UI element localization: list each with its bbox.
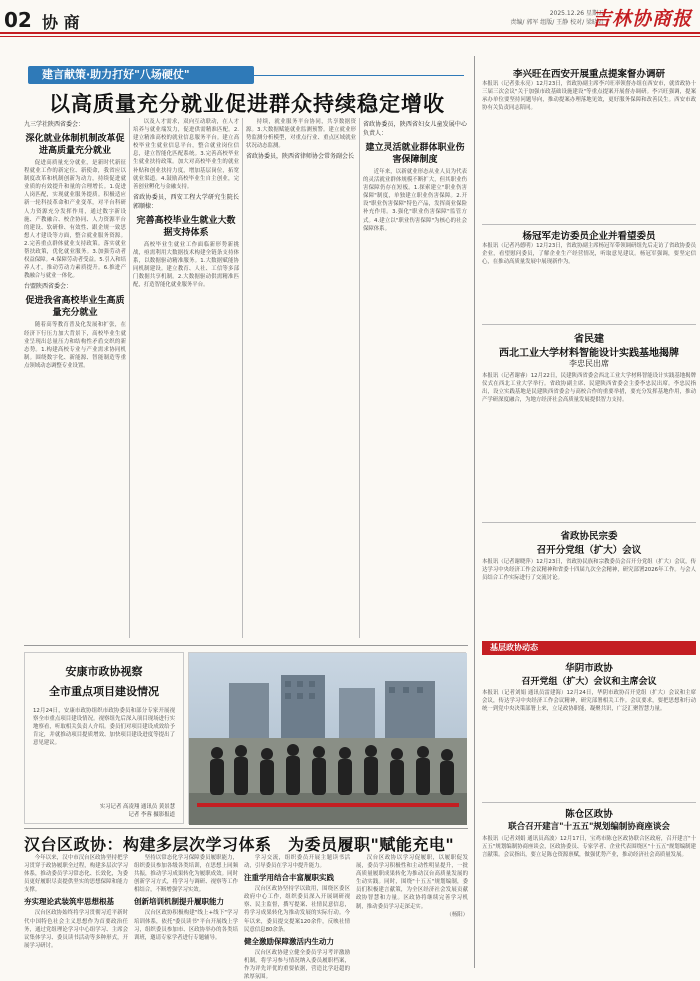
author-label: 九三学社陕西省委会： bbox=[24, 121, 85, 128]
bottom-col-1 bbox=[24, 854, 128, 968]
page-header bbox=[0, 0, 700, 48]
section-divider bbox=[24, 828, 468, 829]
article-title: 联合召开建言"十五五"规划编制协商座谈会 bbox=[508, 822, 670, 832]
bottom-col-3 bbox=[244, 854, 350, 981]
subheading: 建立灵活就业群体职业伤害保障制度 bbox=[365, 143, 465, 165]
section-divider bbox=[24, 645, 468, 646]
issue-editors: 责编/ 郭军 组版/ 王静 校对/ 梁晓君 bbox=[510, 19, 604, 26]
article-body: 本报讯（记者张永亮）12月23日，省政协副主席李兴旺率领督办组在西安市，就省政协十三届三次会议"关于加强市政基础设施建设"等重点提案开展督办调研。李兴旺强调，提案承办单位要坚持问题导向，推动提案办理落地见效，更好服务保障和改善民生。西安市政协有关负责同志陪同。 bbox=[482, 81, 696, 112]
body-text: 近年来，以新就业形态从业人员为代表的灵活就业群体规模不断扩大，但其职业伤害保障仍存在短板。1.探索建立"职业伤害保障"制度，单独建立职业伤害保障。2.开设"职业伤害保障"特色产品，发挥商业保险补充作用。3.强化"职业伤害保障"监管方式。4.建立以"职业伤害保障"为核心的社会保障体系。 bbox=[363, 169, 467, 232]
article-body: 本报讯（记者刘娟 通讯员高波）12月17日，宝鸡市陈仓区政协联合区政府，召开建言"十五五"规划编制协商座谈会，区政协委员、专家学者、企业代表围绕区"十五五"规划编制建言献策。会议指出，要立足陈仓资源禀赋，做强优势产业，推动经济社会高质量发展。 bbox=[482, 836, 696, 859]
body-text: 随着高等教育普及化发展和扩张，在经济下行压力加大背景下，高校毕业生就业呈现出总量压力和结构性矛盾交织的新态势。1.构建高校专业与产业需求协同机制。围绕数字化、新能源、智能制造等重点领域动态调整专业设置。 bbox=[24, 322, 126, 369]
section-band: 基层政协动态 bbox=[482, 641, 696, 655]
article-title: 召开分党组（扩大）会议 bbox=[536, 545, 642, 556]
bottom-col-2 bbox=[134, 854, 238, 968]
box-title: 安康市政协视察 bbox=[65, 665, 143, 678]
main-col-1 bbox=[24, 118, 126, 638]
article-subtitle: 李忠民出席 bbox=[569, 359, 609, 368]
issue-date: 2025.12.26 星期五 bbox=[549, 10, 604, 17]
main-col-3 bbox=[246, 118, 356, 638]
article-body: 本报讯（记者刘娟 通讯员雷建海）12月24日，华阴市政协召开党组（扩大）会议和主席会议，传达学习中央经济工作会议精神，研究部署相关工作。会议要求，要把思想和行动统一到党中央决策部署上来，立足政协职能，凝聚共识，广泛汇聚智慧力量。 bbox=[482, 690, 696, 713]
photo-illustration bbox=[189, 653, 467, 825]
news-photo bbox=[188, 652, 466, 824]
main-col-2 bbox=[133, 118, 239, 638]
article-title: 杨冠军走访委员企业并看望委员 bbox=[522, 231, 656, 242]
subheading: 深化就业体制机制改革促进高质量充分就业 bbox=[25, 134, 125, 156]
main-col-4 bbox=[363, 118, 467, 638]
article-divider bbox=[482, 224, 696, 225]
banner-line bbox=[254, 75, 464, 76]
article-divider bbox=[482, 324, 696, 325]
photo-credit: 实习记者 高凌翔 通讯员 黄景慧 记者 李蓉 摄影报道 bbox=[99, 804, 175, 818]
article-title: 召开党组（扩大）会议和主席会议 bbox=[521, 677, 657, 687]
main-headline: 以高质量充分就业促进群众持续稳定增收 bbox=[49, 92, 445, 116]
body-text: 高校毕业生就业工作面临新形势新挑战，亟需利用大数据技术构建全链条支持体系，以数据驱动精准服务。1.大数据赋能协同机制建设。建立教育、人社、工信等多部门数据共享机制。2.大数据驱动供需精准匹配，打造智能化就业服务平台。 bbox=[133, 241, 239, 289]
body-text: 坚持以常态化学习保障委员履职能力，组织委员参加各级各类培训，在思想上同频共振，推动学习成果转化为履职成效。同时创新学习方式，将学习与调研、视察等工作相结合，不断增强学习实效。 bbox=[134, 855, 238, 894]
box-title: 全市重点项目建设情况 bbox=[49, 685, 159, 698]
body-text: 汉台区政协以学习促履职，以履职促发展，委员学习积极性和主动性明显提升，一批高质量履职成果转化为推动汉台高质量发展的生动实践。同时，围绕"十五五"规划编制，委员们积极建言献策，为全区经济社会发展贡献政协智慧和力量。区政协将继续完善学习机制，推动委员学习走深走实。 bbox=[356, 855, 468, 910]
author-label: 台盟陕西省委会： bbox=[24, 283, 73, 291]
body-text: 汉台区政协建立健全委员学习考评激励机制，将学习参与情况纳入委员履职档案，作为评先评优的重要依据，营造比学赶超的浓厚氛围。 bbox=[244, 949, 350, 981]
subheading: 注重学用结合丰富履职实践 bbox=[244, 873, 334, 883]
subheading: 夯实理论武装筑牢思想根基 bbox=[24, 897, 114, 907]
column-divider bbox=[129, 118, 130, 638]
bottom-headline: 汉台区政协：构建多层次学习体系 为委员履职"赋能充电" bbox=[24, 835, 455, 854]
header-rule-thin bbox=[0, 36, 700, 37]
page-number: 02 bbox=[4, 8, 32, 32]
article-title: 省民建 bbox=[574, 334, 604, 345]
issue-meta bbox=[510, 9, 604, 27]
body-text: 汉台区政协积极构建"线上+线下"学习培训体系，依托"委员读书"平台开展线上学习，组织委员参加市、区政协举办的各类培训班，邀请专家学者进行专题辅导。 bbox=[134, 910, 238, 941]
header-rule bbox=[0, 32, 700, 34]
article-body: 本报讯（记者冯德明）12月23日，省政协副主席杨冠军带领调研组先后走访了省政协委员企业，看望慰问委员，了解企业生产经营情况，听取意见建议。杨冠军强调，要坚定信心，在推动高质量发展中展现新作为。 bbox=[482, 243, 696, 266]
section-name: 协 商 bbox=[42, 13, 80, 32]
subheading: 完善高校毕业生就业大数据支持体系 bbox=[136, 215, 236, 238]
article-title: 省政协民宗委 bbox=[560, 531, 618, 542]
article-title: 华阴市政协 bbox=[565, 663, 613, 674]
byline: （杨阳） bbox=[446, 911, 468, 918]
body-text: 持续，就业服务平台协同，共享数据资源。3.大数据赋能就业监测预警。建立就业形势监测分析模型，对重点行业、重点区域就业状况动态监测。 bbox=[246, 119, 356, 150]
subheading: 创新培训机制提升履职能力 bbox=[134, 897, 224, 907]
column-divider bbox=[359, 118, 360, 638]
body-text: 汉台区政协始终将学习贯彻习近平新时代中国特色社会主义思想作为首要政治任务，通过党组理论学习中心组学习、主席会议集体学习、委员读书活动等多种形式，开展学习研讨。 bbox=[24, 910, 128, 949]
subheading: 健全激励保障激活内生动力 bbox=[244, 936, 334, 946]
body-text: 汉台区政协坚持学以致用，围绕区委区政府中心工作，组织委员深入开展调研视察、民主监督，撰写提案、社情民意信息，将学习成果转化为推动发展的实际行动。今年以来，委员提交提案120余件，反映社情民意信息80余条。 bbox=[244, 886, 350, 933]
subheading: 促进我省高校毕业生高质量充分就业 bbox=[25, 296, 125, 319]
article-body: 本报讯（记者谢睿）12月22日，民建陕西省委会西北工业大学材料智能设计实践基地揭牌仪式在西北工业大学举行。省政协副主席、民建陕西省委会主委李忠民出席。李忠民指出，设立实践基地是民建陕西省委会与高校合作的重要举措，要充分发挥基地作用，推动产学研深度融合，为地方经济社会高质量发展提供智力支持。 bbox=[482, 373, 696, 404]
topic-banner: 建言献策·助力打好"八场硬仗" bbox=[28, 66, 254, 84]
body-text: 今年以来，汉中市汉台区政协坚持把学习贯穿于政协履职全过程，构建多层次学习体系，推动委员学习常态化、长效化，为委员更好履职尽责提供坚实的思想保障和能力支撑。 bbox=[24, 855, 128, 894]
article-divider bbox=[482, 522, 696, 523]
body-text: 促进高质量充分就业，是新时代新征程就业工作的新定位、新使命，我省应以制度改革和机制创新为动力，持续促进就业质的有效提升和量的合理增长。1.促进人岗匹配，实现就业服务提质。积极适应新一轮科技革命和产业变革，对平台科研人力资源充分发挥作用，通过数字新设施、产教融合、校企协同、人力资源平台的建设、软研修、有效性、跟企规一致思想人才建设等方面，整合就业服务资源。2.完善重点群体就业支持政策。落实就业帮扶政策，优化就业服务。3.加强劳动者权益保障。4.保障劳动者受益。5.引入和培养人才，推动劳动力素质提升。6.推进产教融合与就业一体化。 bbox=[24, 160, 126, 280]
bottom-col-4 bbox=[356, 854, 468, 968]
article-body: 本报讯（记者谢晓萍）12月23日，省政协民族和宗教委员会召开分党组（扩大）会议，传达学习中央经济工作会议精神和省委十四届九次全会精神，研究部署2026年工作。与会人员结合工作实际进行了交流讨论。 bbox=[482, 559, 696, 582]
article-title: 李兴旺在西安开展重点提案督办调研 bbox=[512, 69, 665, 80]
body-text: 以及人才需求，双向互动联动，在人才培养与就业端发力，促进供需精准匹配。2.建立精准高校的就业信息服务平台。建立高校毕业生就业信息平台，整合就业岗位信息，建立智能化匹配系统。3.完善高校毕业生就业扶持政策。加大对高校毕业生的就业补贴和创业扶持力度，增加基层岗位，拓宽就业渠道。4.鼓励高校毕业生自主创业，完善创业孵化与金融支持。 bbox=[133, 119, 239, 190]
body-text: 学习交流，组织委员开展主题读书活动，引导委员在学习中提升能力。 bbox=[244, 855, 350, 870]
photo-news-box bbox=[24, 652, 184, 824]
author-label: 省政协委员，西安工程大学研究生院长郭顺棣： bbox=[133, 193, 239, 210]
article-title: 西北工业大学材料智能设计实践基地揭牌 bbox=[499, 348, 679, 359]
author-label: 省政协委员，陕西省妇女儿童发展中心负责人： bbox=[363, 121, 467, 137]
masthead-logo: 吉林协商报 bbox=[591, 8, 692, 30]
box-body: 12月24日，安康市政协组织市政协委员和部分专家开展视察全市重点项目建设情况。视察组先后深入项目现场进行实地察看，听取相关负责人介绍。委员们对项目建设成效给予肯定，并就推动项目提质增效、加快项目建设进度等提出了意见建议。 bbox=[33, 708, 175, 747]
author-label: 省政协委员，陕西省律师协会常务副会长 bbox=[246, 153, 355, 161]
article-divider bbox=[482, 802, 696, 803]
article-title: 陈仓区政协 bbox=[565, 809, 613, 820]
column-divider bbox=[242, 118, 243, 638]
